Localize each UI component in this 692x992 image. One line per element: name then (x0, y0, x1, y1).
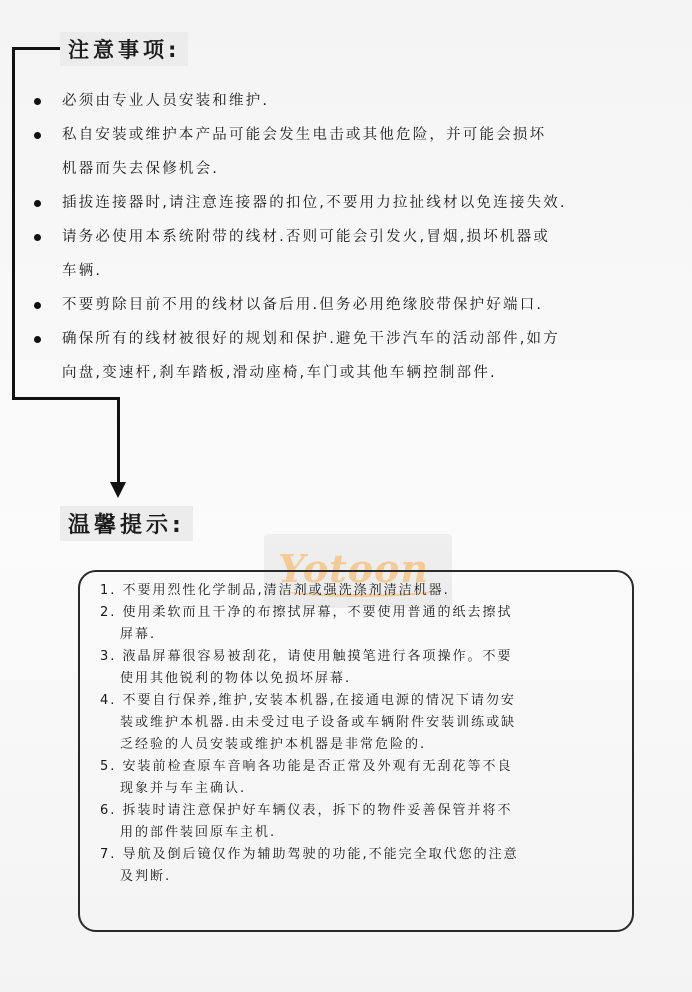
notice-item (30, 288, 670, 322)
tip-item-line: 现象并与车主确认. (120, 781, 247, 796)
tip-item-line: 及判断. (120, 869, 172, 884)
tip-item-line: 2. 使用柔软而且干净的布擦拭屏幕，不要使用普通的纸去擦拭 (100, 605, 513, 620)
notice-item-line: 请务必使用本系统附带的线材.否则可能会引发火,冒烟,损坏机器或 (62, 229, 551, 245)
notice-item-line: 向盘,变速杆,刹车踏板,滑动座椅,车门或其他车辆控制部件. (62, 365, 497, 381)
bullet-icon (34, 132, 41, 139)
tip-item (100, 646, 620, 690)
tip-item-line: 用的部件装回原车主机. (120, 825, 277, 840)
notice-item (30, 118, 670, 186)
notice-list (30, 84, 670, 390)
tip-item (100, 756, 620, 800)
connector-line-top (12, 47, 62, 50)
tip-item (100, 580, 620, 602)
notice-item-line: 机器而失去保修机会. (62, 161, 220, 177)
tips-title: 温馨提示: (60, 506, 193, 541)
notice-item (30, 220, 670, 288)
tip-item-line: 7. 导航及倒后镜仅作为辅助驾驶的功能,不能完全取代您的注意 (100, 847, 519, 862)
notice-item-line: 确保所有的线材被很好的规划和保护.避免干涉汽车的活动部件,如方 (62, 331, 560, 347)
bullet-icon (34, 98, 41, 105)
bullet-icon (34, 336, 41, 343)
connector-line-bottom (12, 397, 120, 400)
notice-title: 注意事项: (60, 32, 188, 66)
connector-line-left (12, 47, 15, 399)
bullet-icon (34, 200, 41, 207)
notice-item (30, 186, 670, 220)
tip-item-line: 装或维护本机器.由未受过电子设备或车辆附件安装训练或缺 (120, 715, 517, 730)
notice-item-line: 车辆. (62, 263, 103, 279)
bullet-icon (34, 302, 41, 309)
tip-item (100, 844, 620, 888)
tip-item-line: 4. 不要自行保养,维护,安装本机器,在接通电源的情况下请勿安 (100, 693, 516, 708)
notice-item-line: 私自安装或维护本产品可能会发生电击或其他危险，并可能会损坏 (62, 127, 547, 143)
tip-item (100, 602, 620, 646)
arrow-down-icon (110, 482, 126, 498)
tip-item-line: 3. 液晶屏幕很容易被刮花，请使用触摸笔进行各项操作。不要 (100, 649, 513, 664)
tip-item (100, 690, 620, 756)
tip-item-line: 6. 拆装时请注意保护好车辆仪表，拆下的物件妥善保管并将不 (100, 803, 513, 818)
bullet-icon (34, 234, 41, 241)
notice-item-line: 不要剪除目前不用的线材以备后用.但务必用绝缘胶带保护好端口. (62, 297, 544, 313)
tip-item (100, 800, 620, 844)
notice-item (30, 84, 670, 118)
notice-item (30, 322, 670, 390)
tip-item-line: 5. 安装前检查原车音响各功能是否正常及外观有无刮花等不良 (100, 759, 513, 774)
notice-item-line: 插拔连接器时,请注意连接器的扣位,不要用力拉扯线材以免连接失效. (62, 195, 567, 211)
tip-item-line: 屏幕. (120, 627, 157, 642)
connector-line-down (117, 397, 120, 485)
tip-item-line: 乏经验的人员安装或维护本机器是非常危险的. (120, 737, 427, 752)
tip-item-line: 1. 不要用烈性化学制品,清洁剂或强洗涤剂清洁机器. (100, 583, 450, 598)
watermark-brand: Yotoon (278, 546, 430, 591)
notice-item-line: 必须由专业人员安装和维护. (62, 93, 270, 109)
tip-item-line: 使用其他锐利的物体以免损坏屏幕. (120, 671, 352, 686)
tips-list (100, 580, 620, 888)
